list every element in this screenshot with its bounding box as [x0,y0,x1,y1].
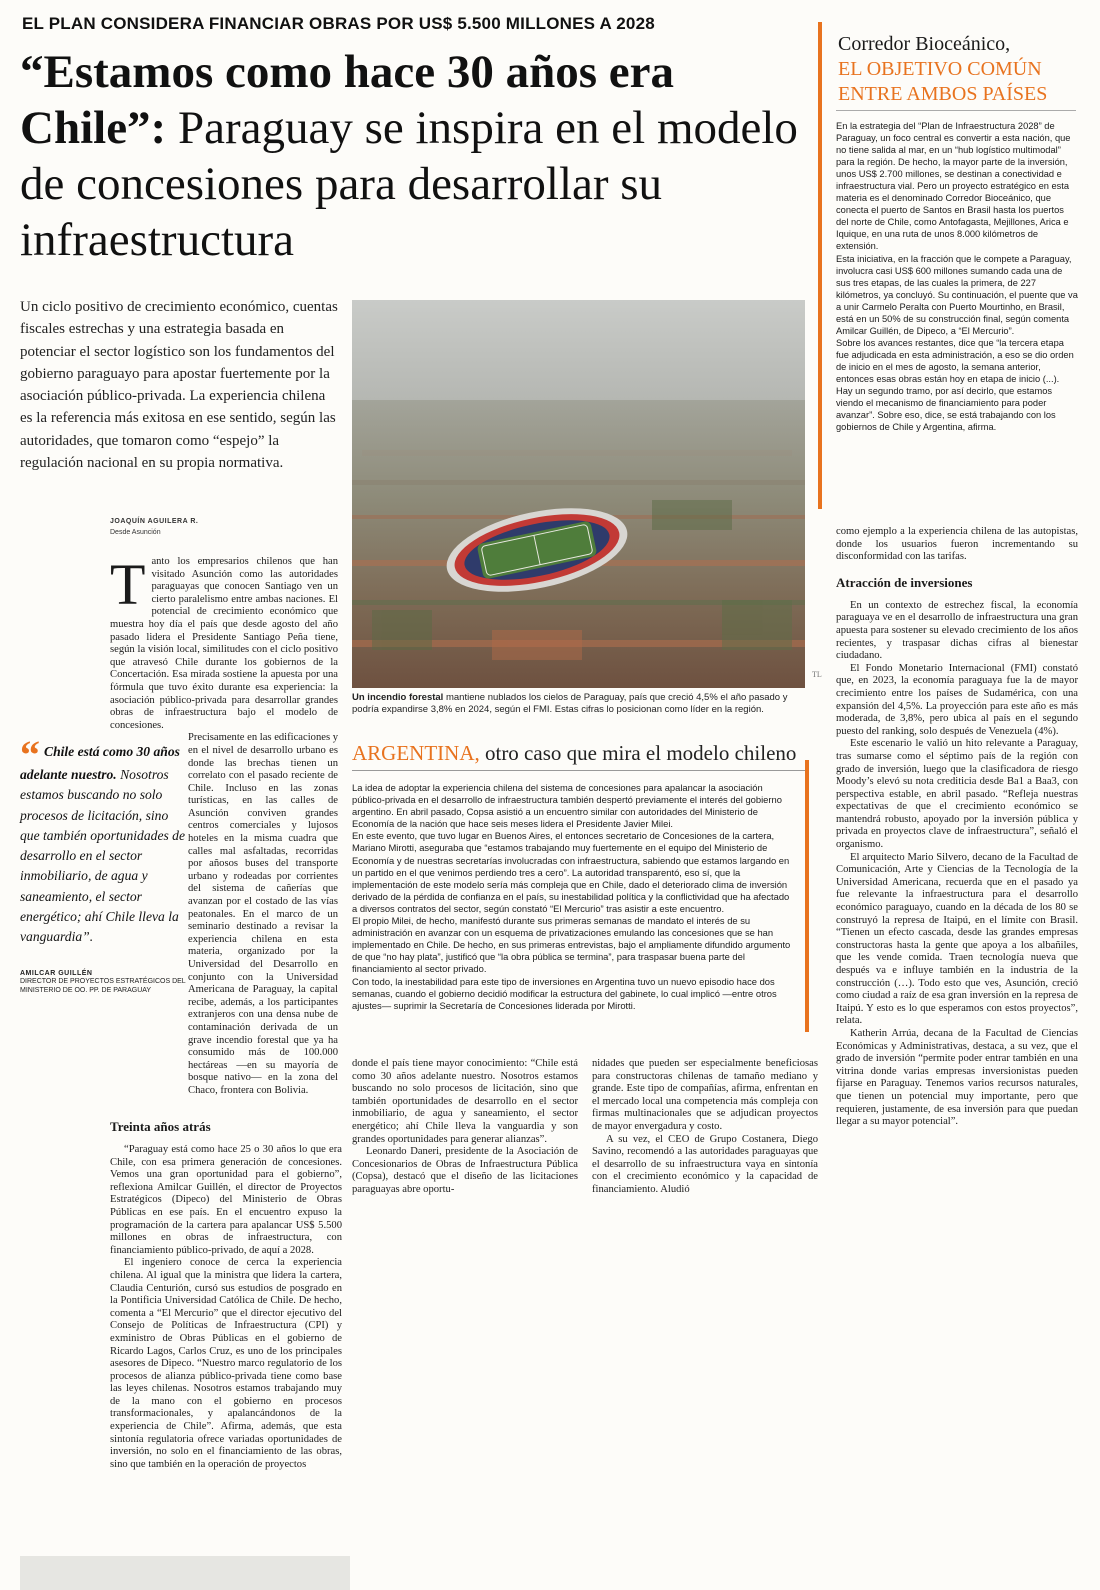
main-paragraph-2: Precisamente en las edificaciones y en el nivel de desarrollo urbano es donde las brechas tienen un correlato con el pasado reciente de Chile. Incluso en las zonas turísticas, en las calles de Asunción conviven grandes centros comerciales y lujosos hoteles en la misma cuadra que calles mal asfaltadas, recorridas por añosos buses del transporte urbano y rodeadas por corrientes del sistema de cañerías que avanzan por el costado de las vías peatonales. En el marco de un seminario destinado a revisar la experiencia chilena en esta materia, organizado por la Universidad del Desarrollo en conjunto con la Universidad Americana de Paraguay, la capital recibe, además, a los participantes extranjeros con una densa nube de contaminación derivada de un grave incendio forestal que ya ha consumido más de 100.000 hectáreas —en su mayoría de bosque nativo— en la zona del Chaco, frontera con Bolivia. [188,732,339,1096]
argentina-paragraph-1: La idea de adoptar la experiencia chilena del sistema de concesiones para apalancar la asociación público-privada en el desarrollo de infraestructura también despertó previamente el interés del gobierno argentino. En abril pasado, Copsa asistió a un encuentro similar con autoridades del Ministerio de Economía de la nación que hace seis meses lidera el Presidente Javier Milei. [352,782,782,830]
argentina-paragraph-4: Con todo, la inestabilidad para este tipo de inversiones en Argentina tuvo un nuevo episodio hace dos semanas, cuando el gobierno decidió modificar la estructura del gabinete, lo cual implicó —entre otros ajustes— suprimir la Secretaría de Concesiones liderada por Mirotti. [352,975,777,1011]
drop-cap: T [110,552,146,617]
right-paragraph-3: Este escenario le valió un hito relevante a Paraguay, tras sumarse como el séptimo país de la región con grado de inversión, luego que la clasificadora de riesgo Moody’s elevó su nota crediticia desde Ba1 a Baa3, con perspectiva estable, en abril pasado. “Refleja nuestras expectativas de que el crecimiento económico se mantendrá robusto, apoyado por la inversión pública y privada en proyectos clave de infraestructura”, señaló el organismo. [836,738,1078,851]
pull-quote-text: Nosotros estamos buscando no solo procesos de licitación, sino que también oportunidades de desarrollo en el sector inmobiliario, de agua y saneamiento, el sector energético; ahí Chile lleva la vanguardia”. [20,767,185,945]
right-paragraph-0: como ejemplo a la experiencia chilena de las autopistas, donde los usuarios fueron incrementando su disconformidad con las tarifas. [836,526,1078,563]
sidebar-paragraph-3: Sobre los avances restantes, dice que “la tercera etapa fue adjudicada en esta administración, a eso se dio orden de inicio en el mes de agosto, la semana anterior, entonces esas obras están hoy en etapa de inicio (...). Hay un segundo tramo, por así decirlo, que estamos viendo el mecanismo de financiamiento para poder avanzar”. Sobre eso, dice, se está trabajando con los gobiernos de Chile y Argentina, afirma. [836,337,1074,433]
right-paragraph-5: Katherin Arrúa, decana de la Facultad de Ciencias Económicas y Administrativas, destaca, a su vez, que el grado de inversión “permite poder entrar también en una vitrina donde varias empresas inversionistas pueden fijarse en Paraguay. Tenemos varios recursos naturales, que tienen un potencial muy importante, pero que requieren, justamente, de esa inversión para que puedan llegar a su mayor potencial”. [836,1027,1078,1128]
main-column-3-text-b: A su vez, el CEO de Grupo Costanera, Diego Savino, recomendó a las autoridades paraguayas que el desarrollo de su infraestructura vaya en sintonía con el crecimiento económico y la capacidad de financiamiento. Aludió [592,1133,818,1195]
photo-illustration [352,300,805,688]
argentina-paragraph-2: En este evento, que tuvo lugar en Buenos Aires, el entonces secretario de Concesiones de la cartera, Mariano Mirotti, aseguraba que “estamos trabajando muy fuertemente en el equipo del Ministerio de Economía y de nuestras secretarías involucradas con infraestructura, sabiendo que estamos largando en un partido en el que venimos perdiendo tres a cero”. La autoridad transparentó, eso sí, que la implementación de este modelo sería más compleja que en Chile, dado el deteriorado clima de inversión derivado de la pérdida de confianza en el país, su inestabilidad política y la conflictividad que ha afectado a diversos contratos del sector, según constató “El Mercurio” tras asistir a este encuentro. [352,830,790,914]
right-paragraph-4: El arquitecto Mario Silvero, decano de la Facultad de Comunicación, Arte y Ciencias de la Tecnología de la Universidad Americana, recuerda que en el pasado ya fue relevante la infraestructura para el desarrollo económico paraguayo, cuando en la década de los 80 se construyó la represa de Itaipú, en el límite con Brasil. “Tienen un efecto cascada, desde las grandes empresas constructoras hasta la gente que apoya a los albañiles, que les vende comida. Traen tecnología nueva que después va e influye también en la industria de la construcción (…). Todo esto que ves, Asunción, creció como ciudad a raíz de esa gran inversión en la represa de Itaipú. Y esto es lo que esperamos con estos proyectos”, relata. [836,851,1078,1027]
kicker: EL PLAN CONSIDERA FINANCIAR OBRAS POR US$ 5.500 MILLONES A 2028 [22,14,655,33]
main-paragraph-4: El ingeniero conoce de cerca la experiencia chilena. Al igual que la ministra que lidera la cartera, Claudia Centurión, cursó sus estudios de posgrado en la Pontificia Universidad Católica de Chile. De hecho, comenta a “El Mercurio” que el director ejecutivo del Consejo de Políticas de Infraestructura (CPI) y exministro de Obras Públicas en el gobierno de Ricardo Lagos, Carlos Cruz, es uno de los principales asesores de Dipeco. “Nuestro marco regulatorio de los procesos de alianza público-privada tiene como base las leyes chilenas. Nosotros estamos trabajando muy de la mano con el gobierno en procesos transformacionales, y apalancándonos de la experiencia de Chile”. Afirma, además, que esta sintonía regulatoria ofrece variadas oportunidades de inversión, no solo en el financiamiento de las obras, sino que también en la operación de proyectos [110,1257,342,1470]
photo-caption-text: mantiene nublados los cielos de Paraguay, país que creció 4,5% el año pasado y podría expandirse 3,8% en 2024, según el FMI. Estas cifras lo posicionan como líder en la región. [352,692,788,715]
byline-author: JOAQUÍN AGUILERA R. [110,518,199,525]
pull-quote-lead: Chile está como 30 años adelante nuestro. [20,744,180,782]
argentina-box-title [352,740,807,766]
sidebar-paragraph-1: En la estrategia del “Plan de Infraestructura 2028” de Paraguay, un foco central es convertir a esta nación, que no tiene salida al mar, en un “hub logístico multimodal” para la región. De hecho, la mayor parte de la inversión, unos US$ 2.700 millones, se destinan a conectividad e infraestructura vial. Pero un proyecto estratégico en esta materia es el denominado Corredor Bioceánico, que conecta el puerto de Santos en Brasil hasta los puertos del norte de Chile, como Antofagasta, Mejillones, Arica e Iquique, en una ruta de unos 8.000 kilómetros de extensión. [836,121,1071,252]
right-paragraph-2: El Fondo Monetario Internacional (FMI) constató que, en 2023, la economía paraguaya fue la de mayor crecimiento entre los países de Sudamérica, con una expansión del 4,5%. La proyección para este año es más moderada, de 3,8%, pero ubica al país en el segundo puesto del ranking, solo después de Venezuela (4%). [836,662,1078,737]
stadium-aerial-photo [352,300,805,688]
subhead-treinta-anos: Treinta años atrás [110,1119,211,1134]
main-paragraph-3: “Paraguay está como hace 25 o 30 años lo que era Chile, con esa primera generación de concesiones. Vemos una gran oportunidad para el gobierno”, reflexiona Amilcar Guillén, el director de Proyectos Estratégicos (Dipeco) del Ministerio de Obras Públicas en ese país. En el encuentro expuso la programación de la cartera para apalancar US$ 5.500 millones en obras de infraestructura, con financiamiento público-privado, de aquí a 2028. [110,1144,342,1256]
argentina-title-rule [352,770,807,771]
byline [110,516,330,538]
lead-paragraph: Un ciclo positivo de crecimiento económico, cuentas fiscales estrechas y una estrategia basada en potenciar el sector logístico son los fundamentos del gobierno paraguayo para apostar fuertemente por la asociación público-privada. La experiencia chilena es la referencia más exitosa en ese sentido, según las autoridades, que tomaron como “espejo” la regulación nacional en su propia normativa. [20,299,338,472]
photo-caption-lead: Un incendio forestal [352,692,444,703]
folio-mark: TL [812,670,822,679]
main-column-3 [592,1058,818,1197]
argentina-title-accent: ARGENTINA, [352,741,480,765]
sidebar-subtitle: EL OBJETIVO COMÚN ENTRE AMBOS PAÍSES [838,58,1048,105]
bottom-image-strip [20,1556,350,1590]
main-column-2-text: donde el país tiene mayor conocimiento: “Chile está como 30 años adelante nuestro. Nosotros estamos buscando no solo procesos de licitación, sino que también oportunidades de desarrollo en el sector inmobiliario, de agua y saneamiento, el sector energético; ahí Chile lleva la vanguardia y son grandes oportunidades para generar alianzas”. [352,1058,578,1145]
sidebar-text [836,120,1078,433]
main-column-3-text: nidades que pueden ser especialmente beneficiosas para constructoras chilenas de tamaño mediano y grande. Este tipo de compañías, afirma, enfrentan en el mercado local una competencia más compleja con firmas multinacionales que se adjudican proyectos de mayor envergadura y costo. [592,1058,818,1132]
main-column-2 [352,1058,578,1197]
headline-quote: “Estamos como hace 30 años era Chile”: [20,46,675,154]
main-column-1-bottom [110,1118,342,1471]
pull-quote [20,732,185,948]
sidebar-paragraph-2: Esta iniciativa, en la fracción que le compete a Paraguay, involucra casi US$ 600 millones sumando cada una de sus tres etapas, de las cuales la primera, de 227 kilómetros, ya concluyó. Su continuación, el puente que va a unir Carmelo Peralta con Puerto Mourtinho, en Brasil, está en un 50% de su construcción final, según comenta Amilcar Guillén, de Dipeco, a “El Mercurio”. [836,253,1078,336]
argentina-title-rest: otro caso que mira el modelo chileno [479,741,797,765]
sidebar-accent-bar [818,22,822,509]
pull-quote-author-role: DIRECTOR DE PROYECTOS ESTRATÉGICOS DEL MINISTERIO DE OO. PP. DE PARAGUAY [20,978,186,994]
argentina-paragraph-3: El propio Milei, de hecho, manifestó durante sus primeras semanas de mandato el interés de su administración en avanzar con un esquema de privatizaciones emulando las concesiones que se han implementado en Chile. De hecho, en sus primeras entrevistas, bajo el ampliamente difundido argumento de que “no hay plata”, justificó que “la obra pública se termina”, para traspasar buena parte del financiamiento al sector privado. [352,915,791,975]
byline-place: Desde Asunción [110,529,161,536]
quote-mark-icon: “ [20,732,40,777]
right-paragraph-1: En un contexto de estrechez fiscal, la economía paraguaya ve en el desarrollo de infraestructura una gran apuesta para sostener su elevado crecimiento de los años recientes, y traspasar dichas cifras al bienestar ciudadano. [836,599,1078,662]
sidebar-title [838,32,1078,107]
pull-quote-author [20,970,188,995]
headline [20,44,800,268]
pull-quote-author-name: AMILCAR GUILLÉN [20,970,93,977]
photo-caption [352,692,807,716]
sidebar-title-rule [836,110,1076,111]
sidebar-title-main: Corredor Bioceánico, [838,33,1011,55]
argentina-box-text [352,782,792,1012]
main-column-2-text-b: Leonardo Daneri, presidente de la Asociación de Concesionarios de Obras de Infraestructura Pública (Copsa), destacó que el diseño de las licitaciones paraguayas abre oportu- [352,1146,578,1195]
headline-rest: Paraguay se inspira en el modelo de concesiones para desarrollar su infraestructura [20,102,798,266]
argentina-accent-bar [805,760,809,1032]
subhead-atraccion: Atracción de inversiones [836,574,973,590]
main-paragraph-1: anto los empresarios chilenos que han visitado Asunción como las autoridades paraguayas que conocen Santiago ven un cierto paralelismo entre ambas naciones. El potencial de crecimiento económico que muestra hoy día el país que desde agosto del año pasado lidera el Presidente Santiago Peña tiene, según la visión local, similitudes con el ciclo positivo que atravesó Chile durante los gobiernos de la Concertación. Esa mirada sostiene la apuesta por una fórmula que tuvo éxito durante esa experiencia: la asociación público-privada para desarrollar grandes obras de infraestructura bajo el modelo de concesiones. [110,556,338,731]
right-column [836,526,1078,1129]
